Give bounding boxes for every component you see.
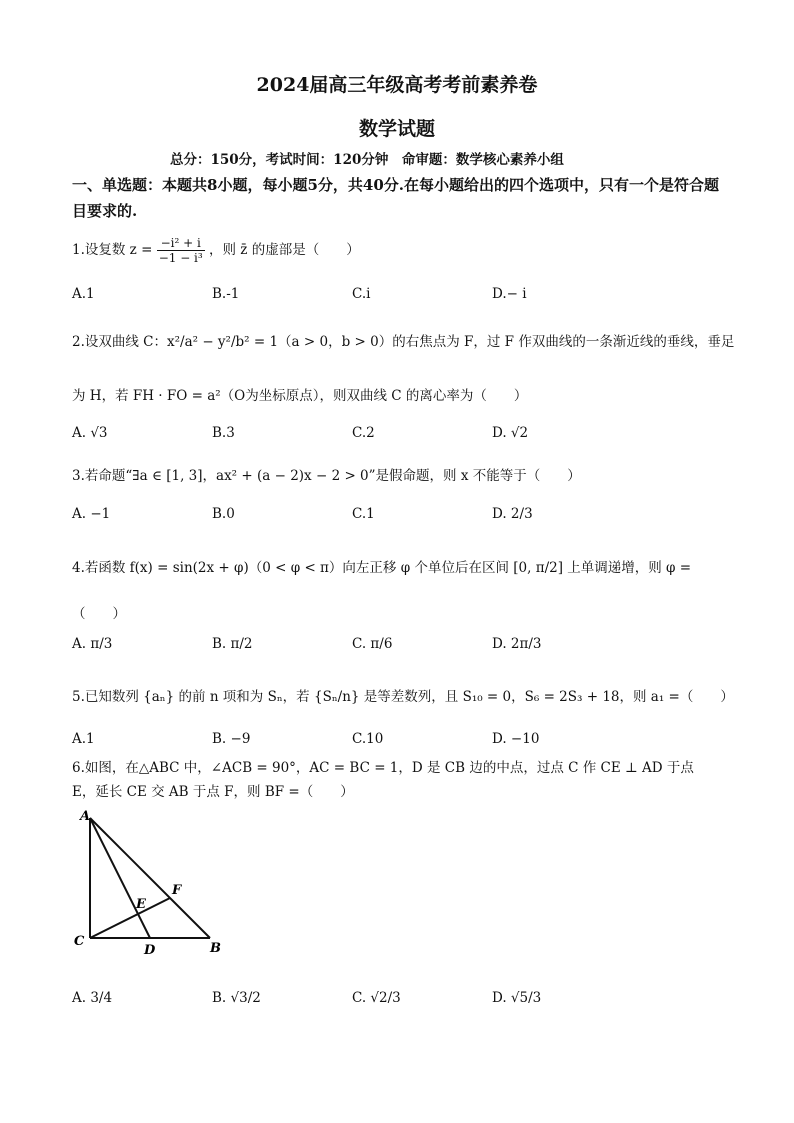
q1-options <box>72 286 722 320</box>
question-5: 5.已知数列 {aₙ} 的前 n 项和为 Sₙ，若 {Sₙ/n} 是等差数列，且 S₁₀ = 0，S₆ = 2S₃ + 18，则 a₁ =（ ） <box>72 689 734 705</box>
question-4-line-1: 4.若函数 f(x) = sin(2x + φ)（0 < φ < π）向左正移 φ 个单位后在区间 [0, π/2] 上单调递增，则 φ = <box>72 560 692 576</box>
q3-option-b: B.0 <box>212 506 235 522</box>
q3-option-c: C.1 <box>352 506 375 522</box>
q2-option-d: D. √2 <box>492 425 529 441</box>
q1-numerator: −i² + i <box>157 236 205 251</box>
label-e: E <box>136 897 146 912</box>
q5-option-d: D. −10 <box>492 731 540 747</box>
q6-option-b: B. √3/2 <box>212 990 261 1006</box>
segment-ad <box>90 818 150 938</box>
q6-option-a: A. 3/4 <box>72 990 113 1006</box>
q5-option-c: C.10 <box>352 731 384 747</box>
q5-option-a: A.1 <box>72 731 95 747</box>
q2-option-c: C.2 <box>352 425 375 441</box>
q3-options <box>72 506 722 540</box>
label-a: A <box>80 809 91 824</box>
q2-options <box>72 425 722 459</box>
segment-cf <box>90 898 170 938</box>
section-heading: 一、单选题：本题共8小题，每小题5分，共40分.在每小题给出的四个选项中，只有一个是符合题目要求的. <box>72 176 719 220</box>
q1-fraction <box>157 236 205 265</box>
exam-title: 2024届高三年级高考考前素养卷 <box>256 74 538 96</box>
question-6-line-1: 6.如图，在△ABC 中，∠ACB = 90°，AC = BC = 1，D 是 CB 边的中点，过点 C 作 CE ⊥ AD 于点 <box>72 760 694 776</box>
q1-option-d: D.− i <box>492 286 527 302</box>
question-1 <box>72 236 360 265</box>
q1-option-b: B.-1 <box>212 286 240 302</box>
q3-option-d: D. 2/3 <box>492 506 533 522</box>
label-f: F <box>172 883 182 898</box>
q1-denominator: −1 − i³ <box>158 251 203 265</box>
label-b: B <box>210 941 221 956</box>
q2-option-b: B.3 <box>212 425 235 441</box>
exam-info: 总分：150分，考试时间：120分钟 命审题：数学核心素养小组 <box>170 152 564 168</box>
triangle-figure <box>70 808 230 958</box>
question-6-line-2: E，延长 CE 交 AB 于点 F，则 BF =（ ） <box>72 784 354 800</box>
question-3: 3.若命题“∃a ∈ [1, 3]，ax² + (a − 2)x − 2 > 0”是假命题，则 x 不能等于（ ） <box>72 468 581 484</box>
question-2-line-2: 为 H，若 FH · FO = a²（O为坐标原点），则双曲线 C 的离心率为（ ） <box>72 388 528 404</box>
q1-suffix: ，则 z̄ 的虚部是（ ） <box>209 242 360 258</box>
q4-options <box>72 636 722 670</box>
q3-option-a: A. −1 <box>72 506 111 522</box>
q1-option-a: A.1 <box>72 286 95 302</box>
q4-option-a: A. π/3 <box>72 636 113 652</box>
label-d: D <box>144 943 156 958</box>
label-c: C <box>74 934 85 949</box>
q4-option-b: B. π/2 <box>212 636 253 652</box>
q1-prefix: 1.设复数 z = <box>72 242 153 258</box>
q6-options <box>72 990 722 1024</box>
q6-option-c: C. √2/3 <box>352 990 401 1006</box>
q6-option-d: D. √5/3 <box>492 990 542 1006</box>
q1-option-c: C.i <box>352 286 371 302</box>
q2-option-a: A. √3 <box>72 425 108 441</box>
question-4-line-2: （ ） <box>72 606 126 622</box>
side-ab <box>90 818 210 938</box>
q4-option-d: D. 2π/3 <box>492 636 542 652</box>
question-2-line-1: 2.设双曲线 C：x²/a² − y²/b² = 1（a > 0，b > 0）的右焦点为 F，过 F 作双曲线的一条渐近线的垂线，垂足 <box>72 334 735 350</box>
exam-subtitle: 数学试题 <box>358 118 435 140</box>
q5-option-b: B. −9 <box>212 731 251 747</box>
q4-option-c: C. π/6 <box>352 636 393 652</box>
